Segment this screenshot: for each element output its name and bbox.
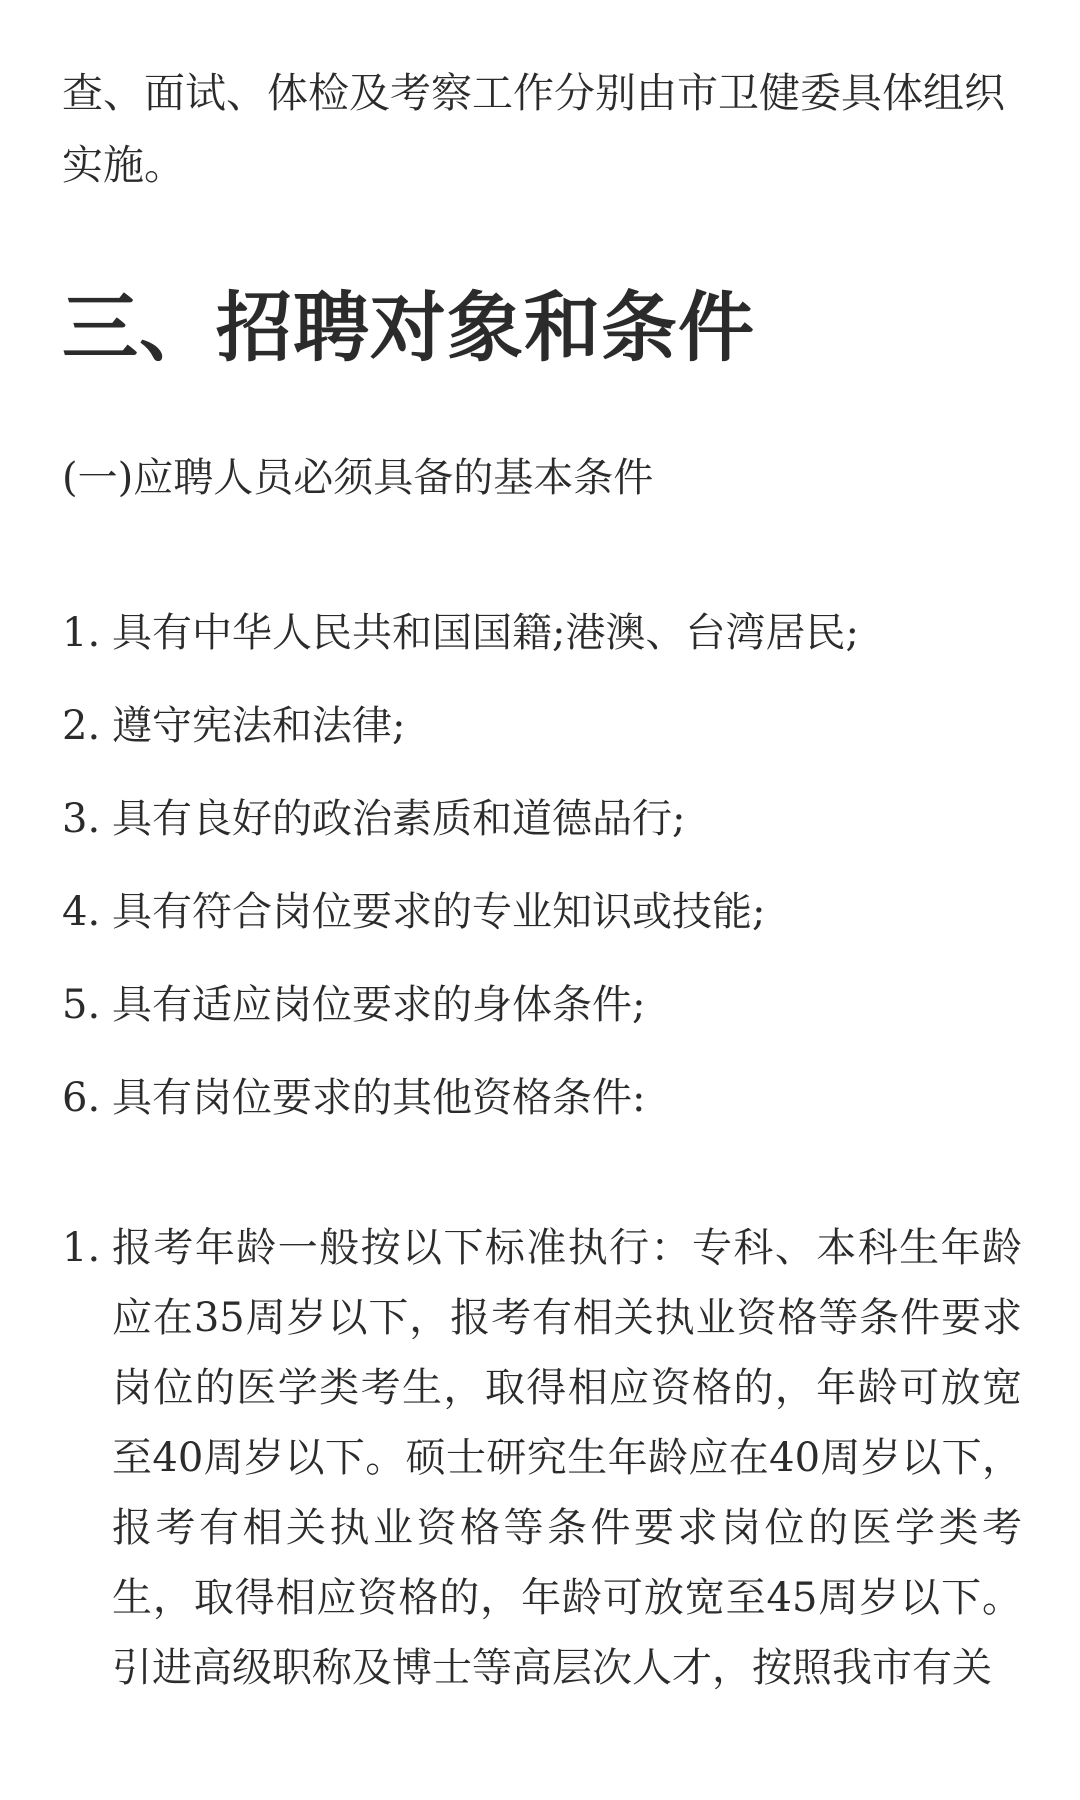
age-item-number: 1. bbox=[62, 1225, 101, 1271]
sub-heading: (一)应聘人员必须具备的基本条件 bbox=[62, 455, 654, 501]
section-heading: 三、招聘对象和条件 bbox=[62, 283, 755, 372]
condition-number: 1. bbox=[62, 610, 101, 656]
condition-text: 具有适应岗位要求的身体条件; bbox=[112, 982, 646, 1028]
condition-text: 具有符合岗位要求的专业知识或技能; bbox=[112, 889, 766, 935]
age-item-text: 报考年龄一般按以下标准执行：专科、本科生年龄应在35周岁以下，报考有相关执业资格等条件要求岗位的医学类考生，取得相应资格的，年龄可放宽至40周岁以下。硕士研究生年龄应在40周岁以下，报考有相关执业资格等条件要求岗位的医学类考生，取得相应资格的，年龄可放宽至45周岁以下。引进高级职称及博士等高层次人才，按照我市有关 bbox=[112, 1225, 1022, 1691]
condition-item bbox=[62, 977, 645, 1033]
condition-number: 4. bbox=[62, 889, 101, 935]
condition-number: 3. bbox=[62, 796, 101, 842]
age-requirement-item bbox=[62, 1213, 1022, 1703]
condition-text: 具有良好的政治素质和道德品行; bbox=[112, 796, 686, 842]
condition-item bbox=[62, 884, 765, 940]
intro-paragraph: 查、面试、体检及考察工作分别由市卫健委具体组织实施。 bbox=[62, 69, 1005, 189]
condition-item bbox=[62, 1070, 645, 1126]
condition-text: 遵守宪法和法律; bbox=[112, 703, 406, 749]
condition-item bbox=[62, 791, 685, 847]
condition-text: 具有岗位要求的其他资格条件: bbox=[112, 1075, 646, 1121]
condition-item bbox=[62, 605, 859, 661]
condition-item bbox=[62, 698, 405, 754]
condition-number: 2. bbox=[62, 703, 101, 749]
condition-number: 6. bbox=[62, 1075, 101, 1121]
condition-text: 具有中华人民共和国国籍;港澳、台湾居民; bbox=[112, 610, 859, 656]
condition-number: 5. bbox=[62, 982, 101, 1028]
